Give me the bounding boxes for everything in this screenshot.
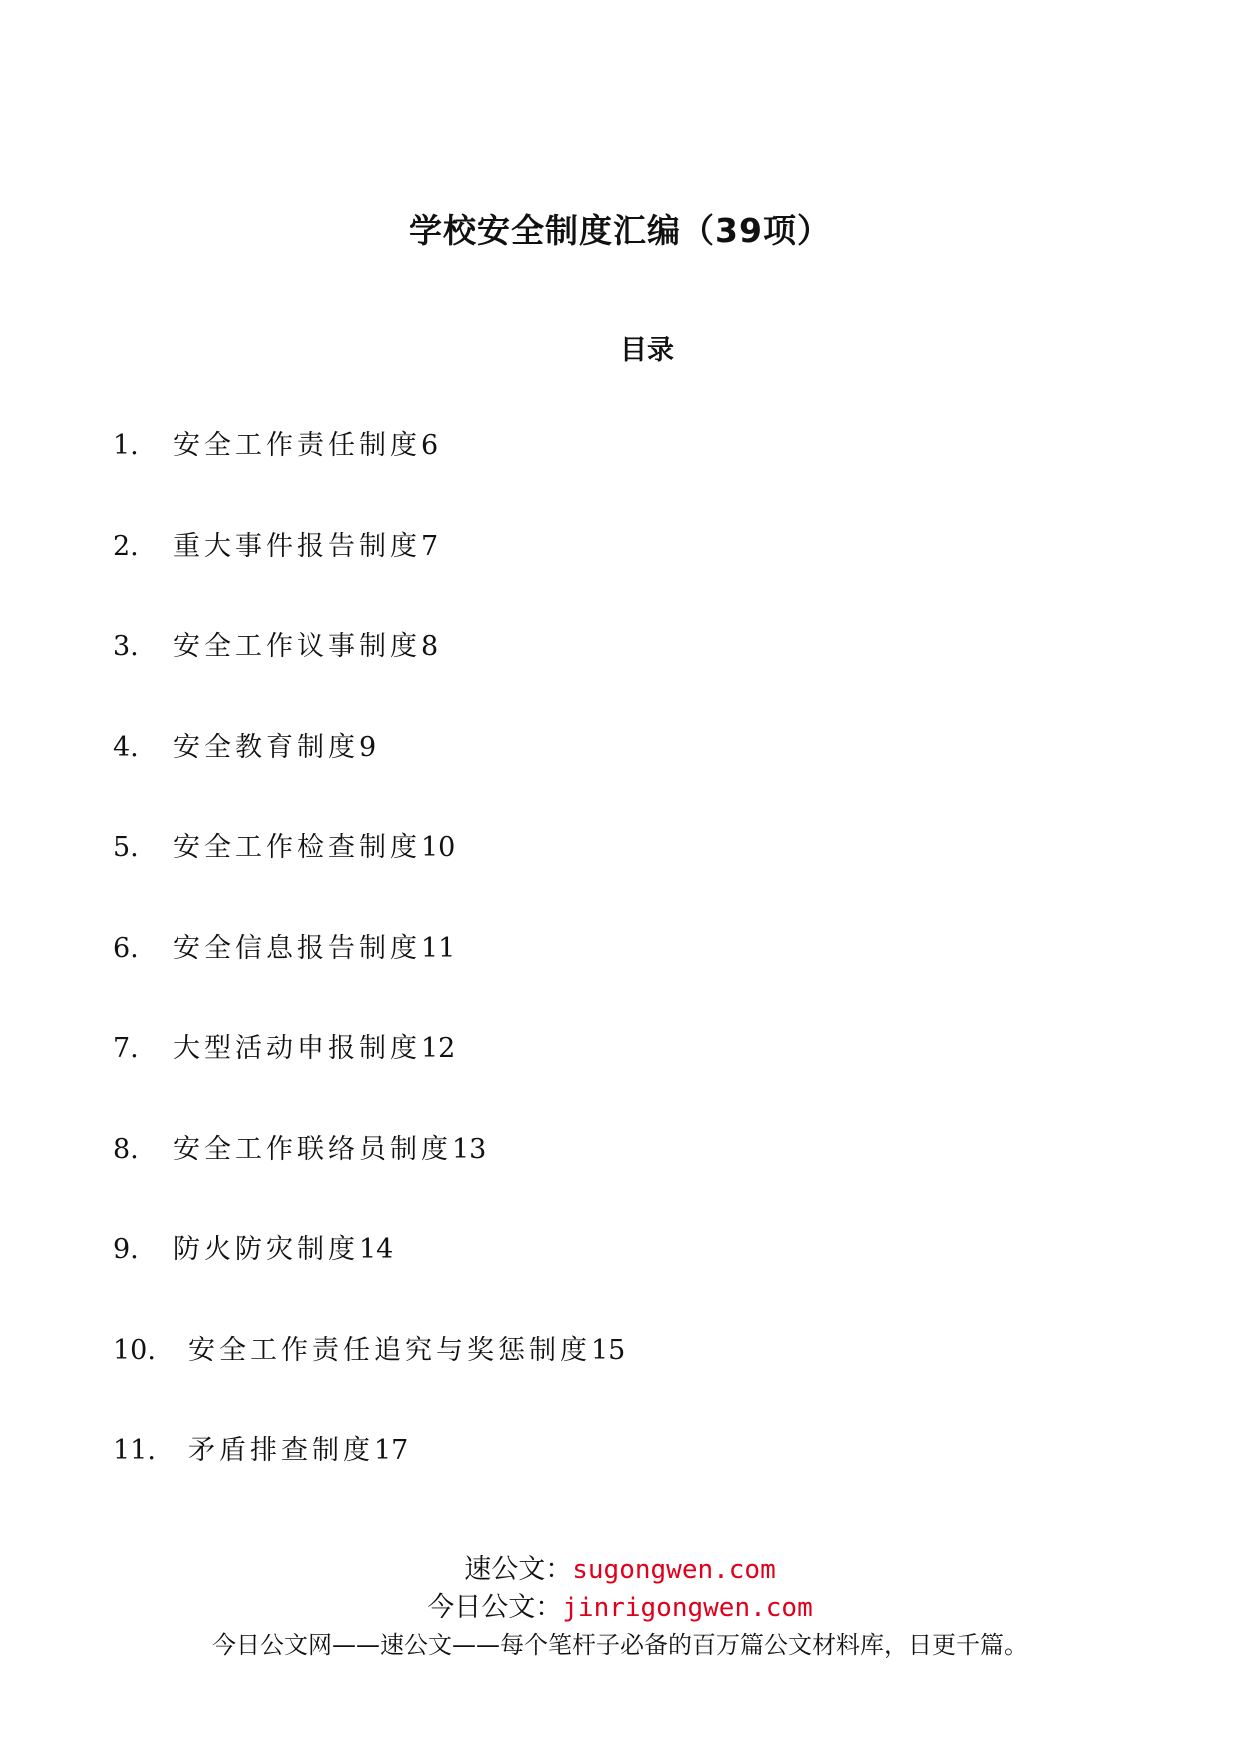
toc-item-page: 11: [421, 932, 456, 964]
toc-item-number: 9.: [113, 1234, 139, 1265]
toc-item[interactable]: [113, 1433, 625, 1534]
toc-item[interactable]: [113, 428, 625, 529]
toc-item-title: 大型活动申报制度: [173, 1033, 421, 1064]
toc-item[interactable]: [113, 830, 625, 931]
toc-item-number: 7.: [113, 1033, 139, 1064]
toc-item-number: 6.: [113, 932, 139, 964]
toc-item-title: 重大事件报告制度: [173, 530, 421, 562]
toc-item-number: 5.: [113, 832, 139, 863]
toc-item-number: 3.: [113, 631, 139, 662]
table-of-contents: [113, 428, 625, 1534]
toc-item-title: 安全教育制度: [173, 731, 359, 763]
toc-item-number: 4.: [113, 731, 139, 763]
toc-item-title: 防火防灾制度: [173, 1234, 359, 1265]
toc-item-page: 10: [421, 832, 456, 863]
toc-item-title: 安全工作检查制度: [173, 832, 421, 863]
toc-item-number: 11.: [113, 1435, 156, 1466]
toc-item[interactable]: [113, 1232, 625, 1333]
toc-item-title: 安全工作责任制度: [173, 430, 421, 461]
toc-item-number: 2.: [113, 530, 139, 562]
toc-item-page: 9: [359, 731, 377, 763]
toc-item-page: 7: [421, 530, 439, 562]
toc-item[interactable]: [113, 529, 625, 630]
footer-sugongwen: [0, 1547, 1240, 1586]
toc-item-title: 安全工作议事制度: [173, 631, 421, 662]
footer-label-jinrigongwen: 今日公文：: [427, 1592, 563, 1623]
footer-label-sugongwen: 速公文：: [464, 1554, 573, 1585]
toc-item[interactable]: [113, 1031, 625, 1132]
toc-item-page: 14: [359, 1234, 394, 1265]
toc-item-title: 安全工作责任追究与奖惩制度: [188, 1334, 591, 1366]
document-title: 学校安全制度汇编（39项）: [409, 211, 831, 250]
toc-item[interactable]: [113, 730, 625, 831]
toc-item-page: 6: [421, 430, 439, 461]
toc-item[interactable]: [113, 1132, 625, 1233]
footer-jinrigongwen: [0, 1585, 1240, 1624]
toc-item-title: 安全信息报告制度: [173, 932, 421, 964]
toc-item-page: 8: [421, 631, 439, 662]
footer-link-sugongwen[interactable]: sugongwen.com: [572, 1555, 776, 1585]
toc-item-page: 17: [374, 1435, 409, 1466]
toc-item-number: 8.: [113, 1133, 139, 1165]
toc-item[interactable]: [113, 931, 625, 1032]
toc-item-title: 矛盾排查制度: [188, 1435, 374, 1466]
toc-item-page: 13: [452, 1133, 487, 1165]
toc-heading: 目录: [620, 335, 674, 366]
toc-item-number: 1.: [113, 430, 139, 461]
toc-item-page: 12: [421, 1033, 456, 1064]
toc-item[interactable]: [113, 629, 625, 730]
toc-item-number: 10.: [113, 1334, 156, 1366]
toc-item-page: 15: [591, 1334, 626, 1366]
toc-item[interactable]: [113, 1333, 625, 1434]
toc-item-title: 安全工作联络员制度: [173, 1133, 452, 1165]
footer-tagline: 今日公文网——速公文——每个笔杆子必备的百万篇公文材料库，日更千篇。: [212, 1631, 1028, 1659]
footer-link-jinrigongwen[interactable]: jinrigongwen.com: [562, 1593, 813, 1623]
